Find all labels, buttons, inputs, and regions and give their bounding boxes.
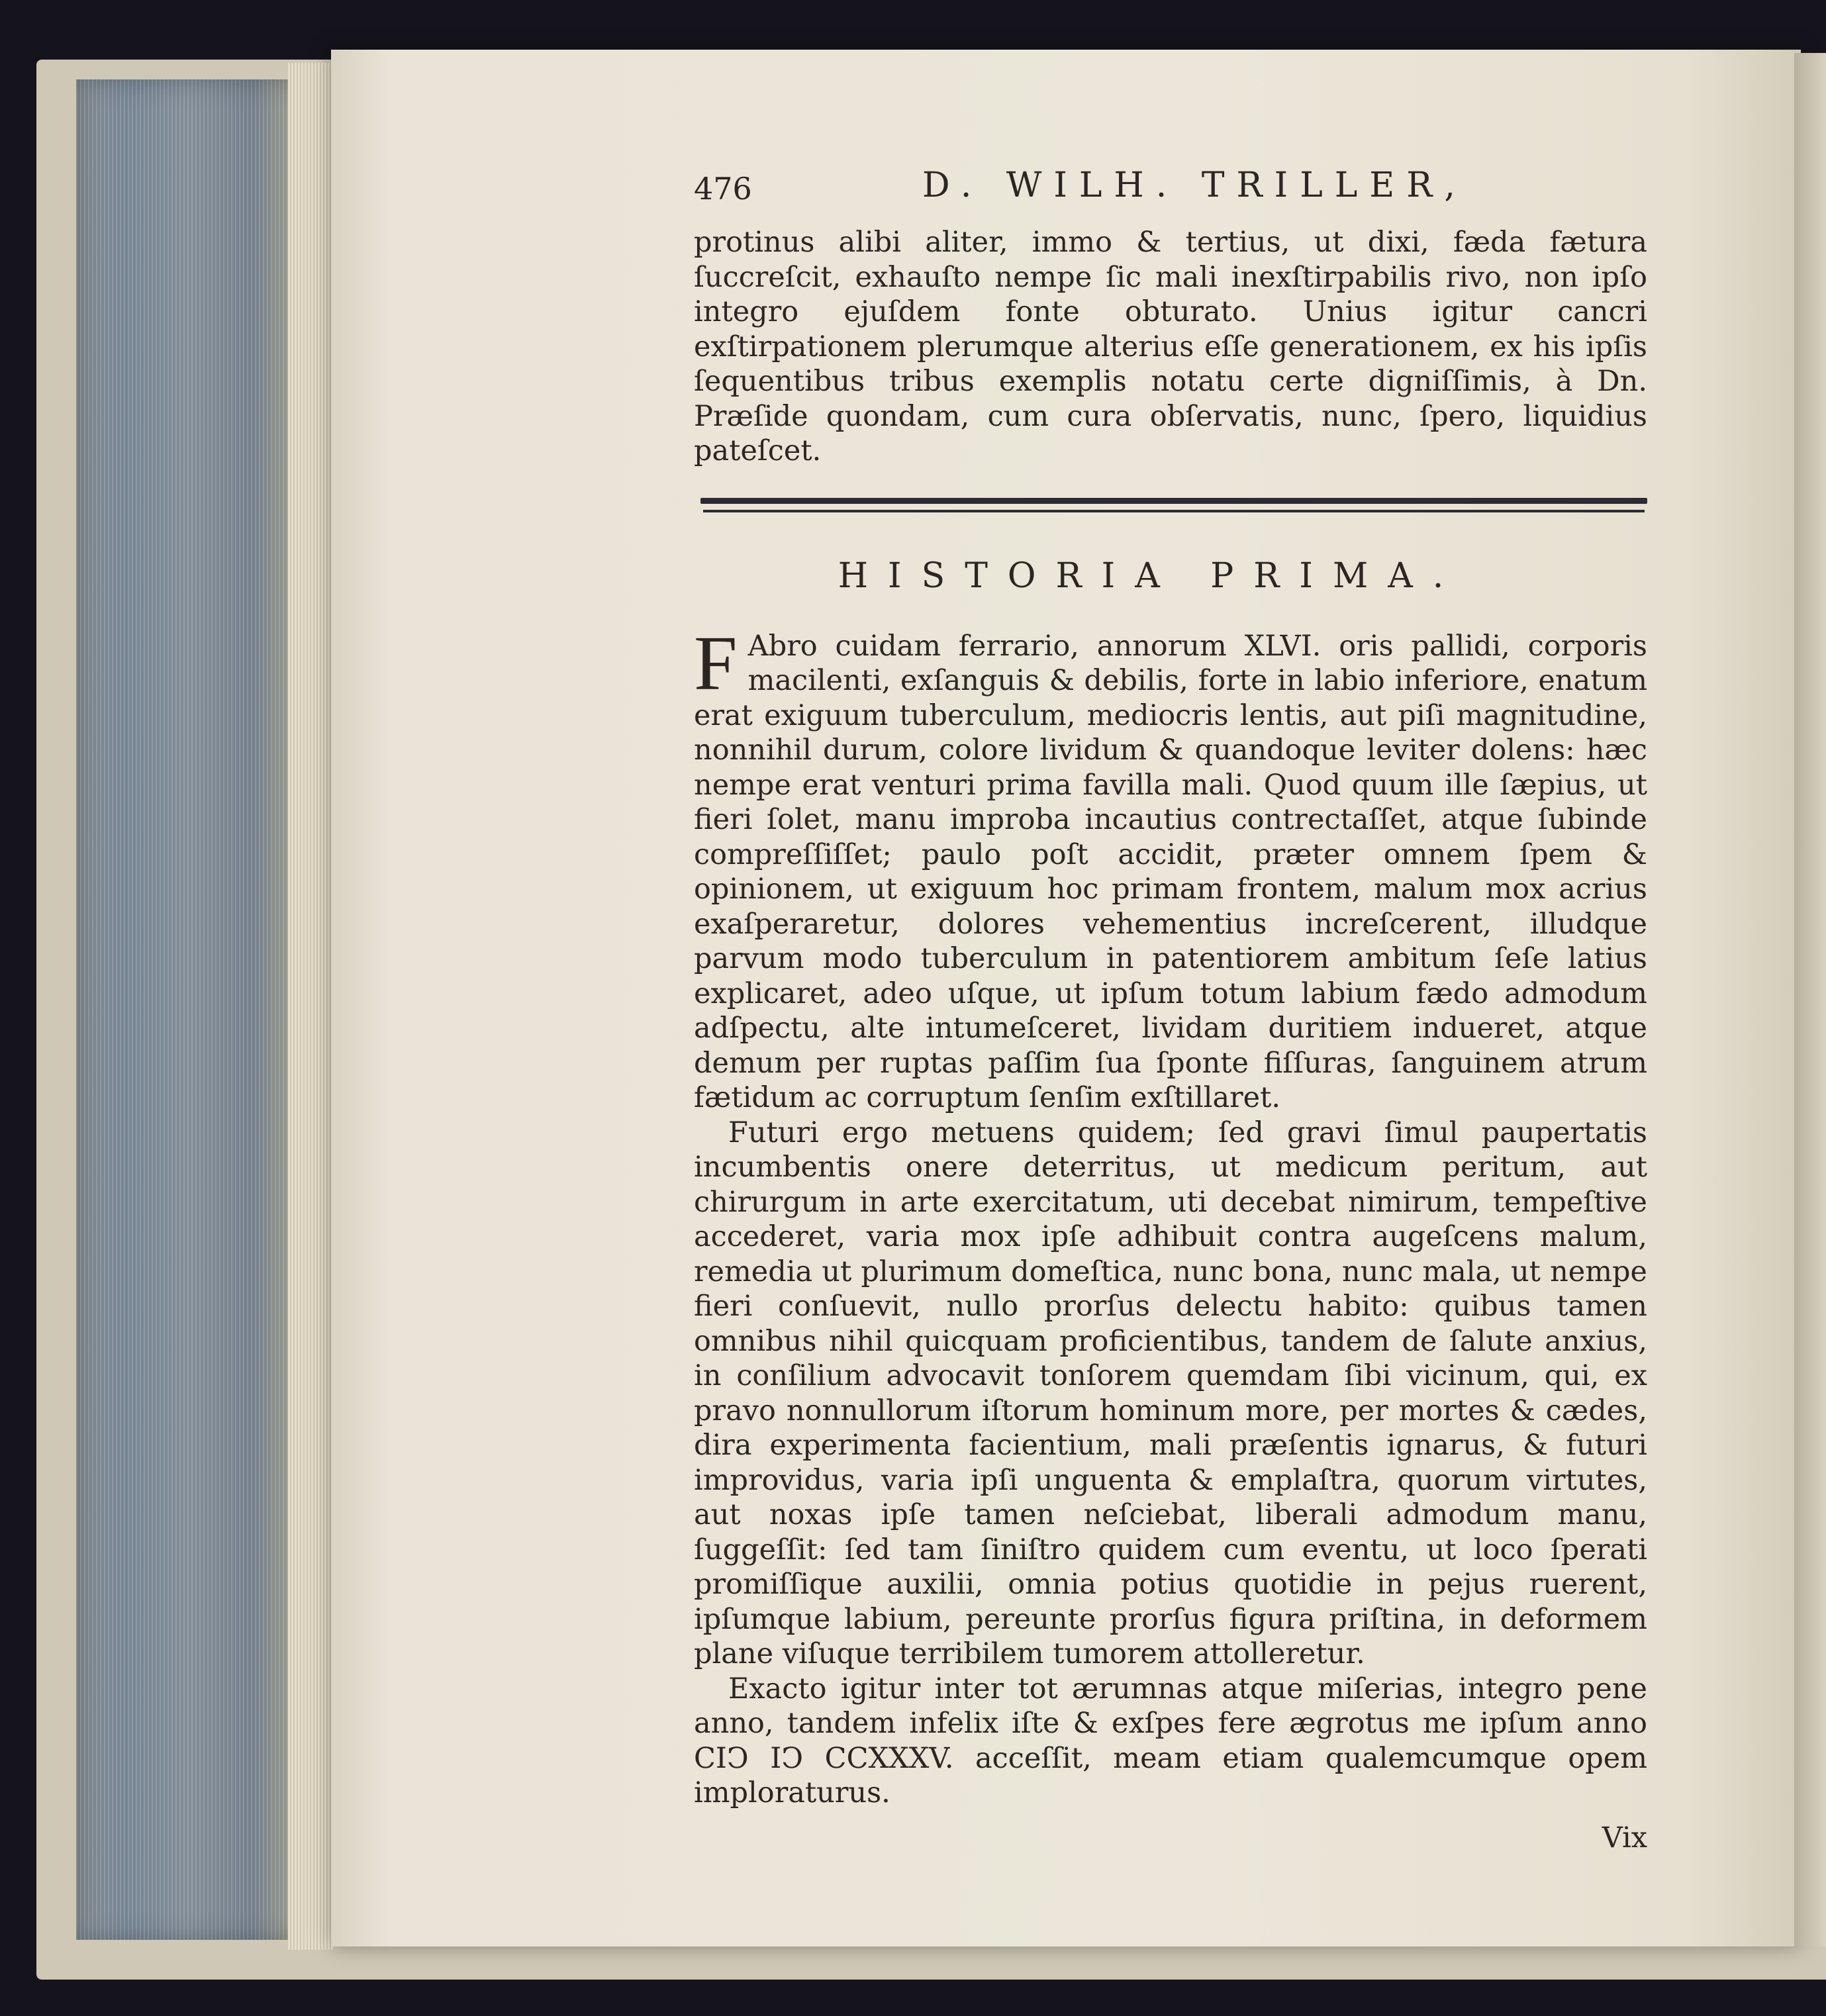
divider-thin-rule — [703, 510, 1645, 512]
page-text-block — [694, 166, 1647, 1854]
paragraph-2: Futuri ergo metuens quidem; ſed gravi ſimul paupertatis incumbentis onere deterritus, ut medicum peritum, aut chirurgum in arte exercitatum, uti decebat nimirum, tempeſtive accederet, varia mox ipſe adhibuit contra augeſcens malum, remedia ut plurimum domeſtica, nunc bona, nunc mala, ut nempe fieri conſuevit, nullo prorſus delectu habito: quibus tamen omnibus nihil quicquam proficientibus, tandem de ſalute anxius, in conſilium advocavit tonſorem quemdam ſibi vicinum, qui, ex pravo nonnullorum iſtorum hominum more, per mortes & cædes, dira experimenta facientium, mali præſentis ignarus, & futuri improvidus, varia ipſi unguenta & emplaſtra, quorum virtutes, aut noxas ipſe tamen neſciebat, liberali admodum manu, ſuggeſſit: ſed tam ſiniſtro quidem cum eventu, ut loco ſperati promiſſique auxilii, omnia potius quotidie in pejus ruerent, ipſumque labium, pereunte prorſus figura priſtina, in deformem plane viſuque terribilem tumorem attolleretur. — [694, 1116, 1647, 1670]
paragraph-1 — [694, 619, 1647, 1116]
section-heading: HISTORIA PRIMA. — [838, 555, 1464, 596]
drop-cap: F — [694, 619, 738, 706]
page-number: 476 — [694, 171, 752, 207]
page-stack — [288, 63, 334, 1950]
intro-paragraph: protinus alibi aliter, immo & tertius, ut dixi, fæda fætura ſuccreſcit, exhauſto nempe ſic mali inexſtirpabilis rivo, non ipſo integro ejuſdem fonte obturato. Unius igitur cancri exſtirpationem plerumque alterius eſſe generationem, ex his ipſis ſequentibus tribus exemplis notatu certe digniſſimis, à Dn. Præſide quondam, cum cura obſervatis, nunc, ſpero, liquidius pateſcet. — [694, 226, 1647, 467]
running-head-title: D. WILH. TRILLER, — [922, 166, 1467, 205]
paragraph-1-text: Abro cuidam ferrario, annorum XLVI. oris pallidi, corporis macilenti, exſanguis & debilis, forte in labio inferiore, enatum erat exiguum tuberculum, mediocris lentis, aut piſi magnitudine, nonnihil durum, colore lividum & quandoque leviter dolens: hæc nempe erat venturi prima favilla mali. Quod quum ille ſæpius, ut fieri ſolet, manu improba incautius contrectaſſet, atque ſubinde compreſſiſſet; paulo poſt accidit, præter omnem ſpem & opinionem, ut exiguum hoc primam frontem, malum mox acrius exaſperaretur, dolores vehementius increſcerent, illudque parvum modo tuberculum in patentiorem ambitum ſeſe latius explicaret, adeo uſque, ut ipſum totum labium fædo admodum adſpectu, alte intumeſceret, lividam duritiem indueret, atque demum per ruptas paſſim ſua ſponte fiſſuras, ſanguinem atrum fætidum ac corruptum ſenſim exſtillaret. — [694, 629, 1647, 1114]
divider-thick-rule — [700, 498, 1647, 504]
section-divider — [694, 498, 1647, 518]
facing-page-edge — [1794, 53, 1826, 1946]
paragraph-3: Exacto igitur inter tot ærumnas atque miſerias, integro pene anno, tandem infelix iſte & exſpes fere ægrotus me ipſum anno CIↃ IↃ CCXXXV. acceſſit, meam etiam qualemcumque opem imploraturus. — [694, 1672, 1647, 1809]
catchword: Vix — [1602, 1821, 1647, 1854]
running-head — [694, 166, 1647, 225]
historia-prima-text — [694, 619, 1647, 1811]
